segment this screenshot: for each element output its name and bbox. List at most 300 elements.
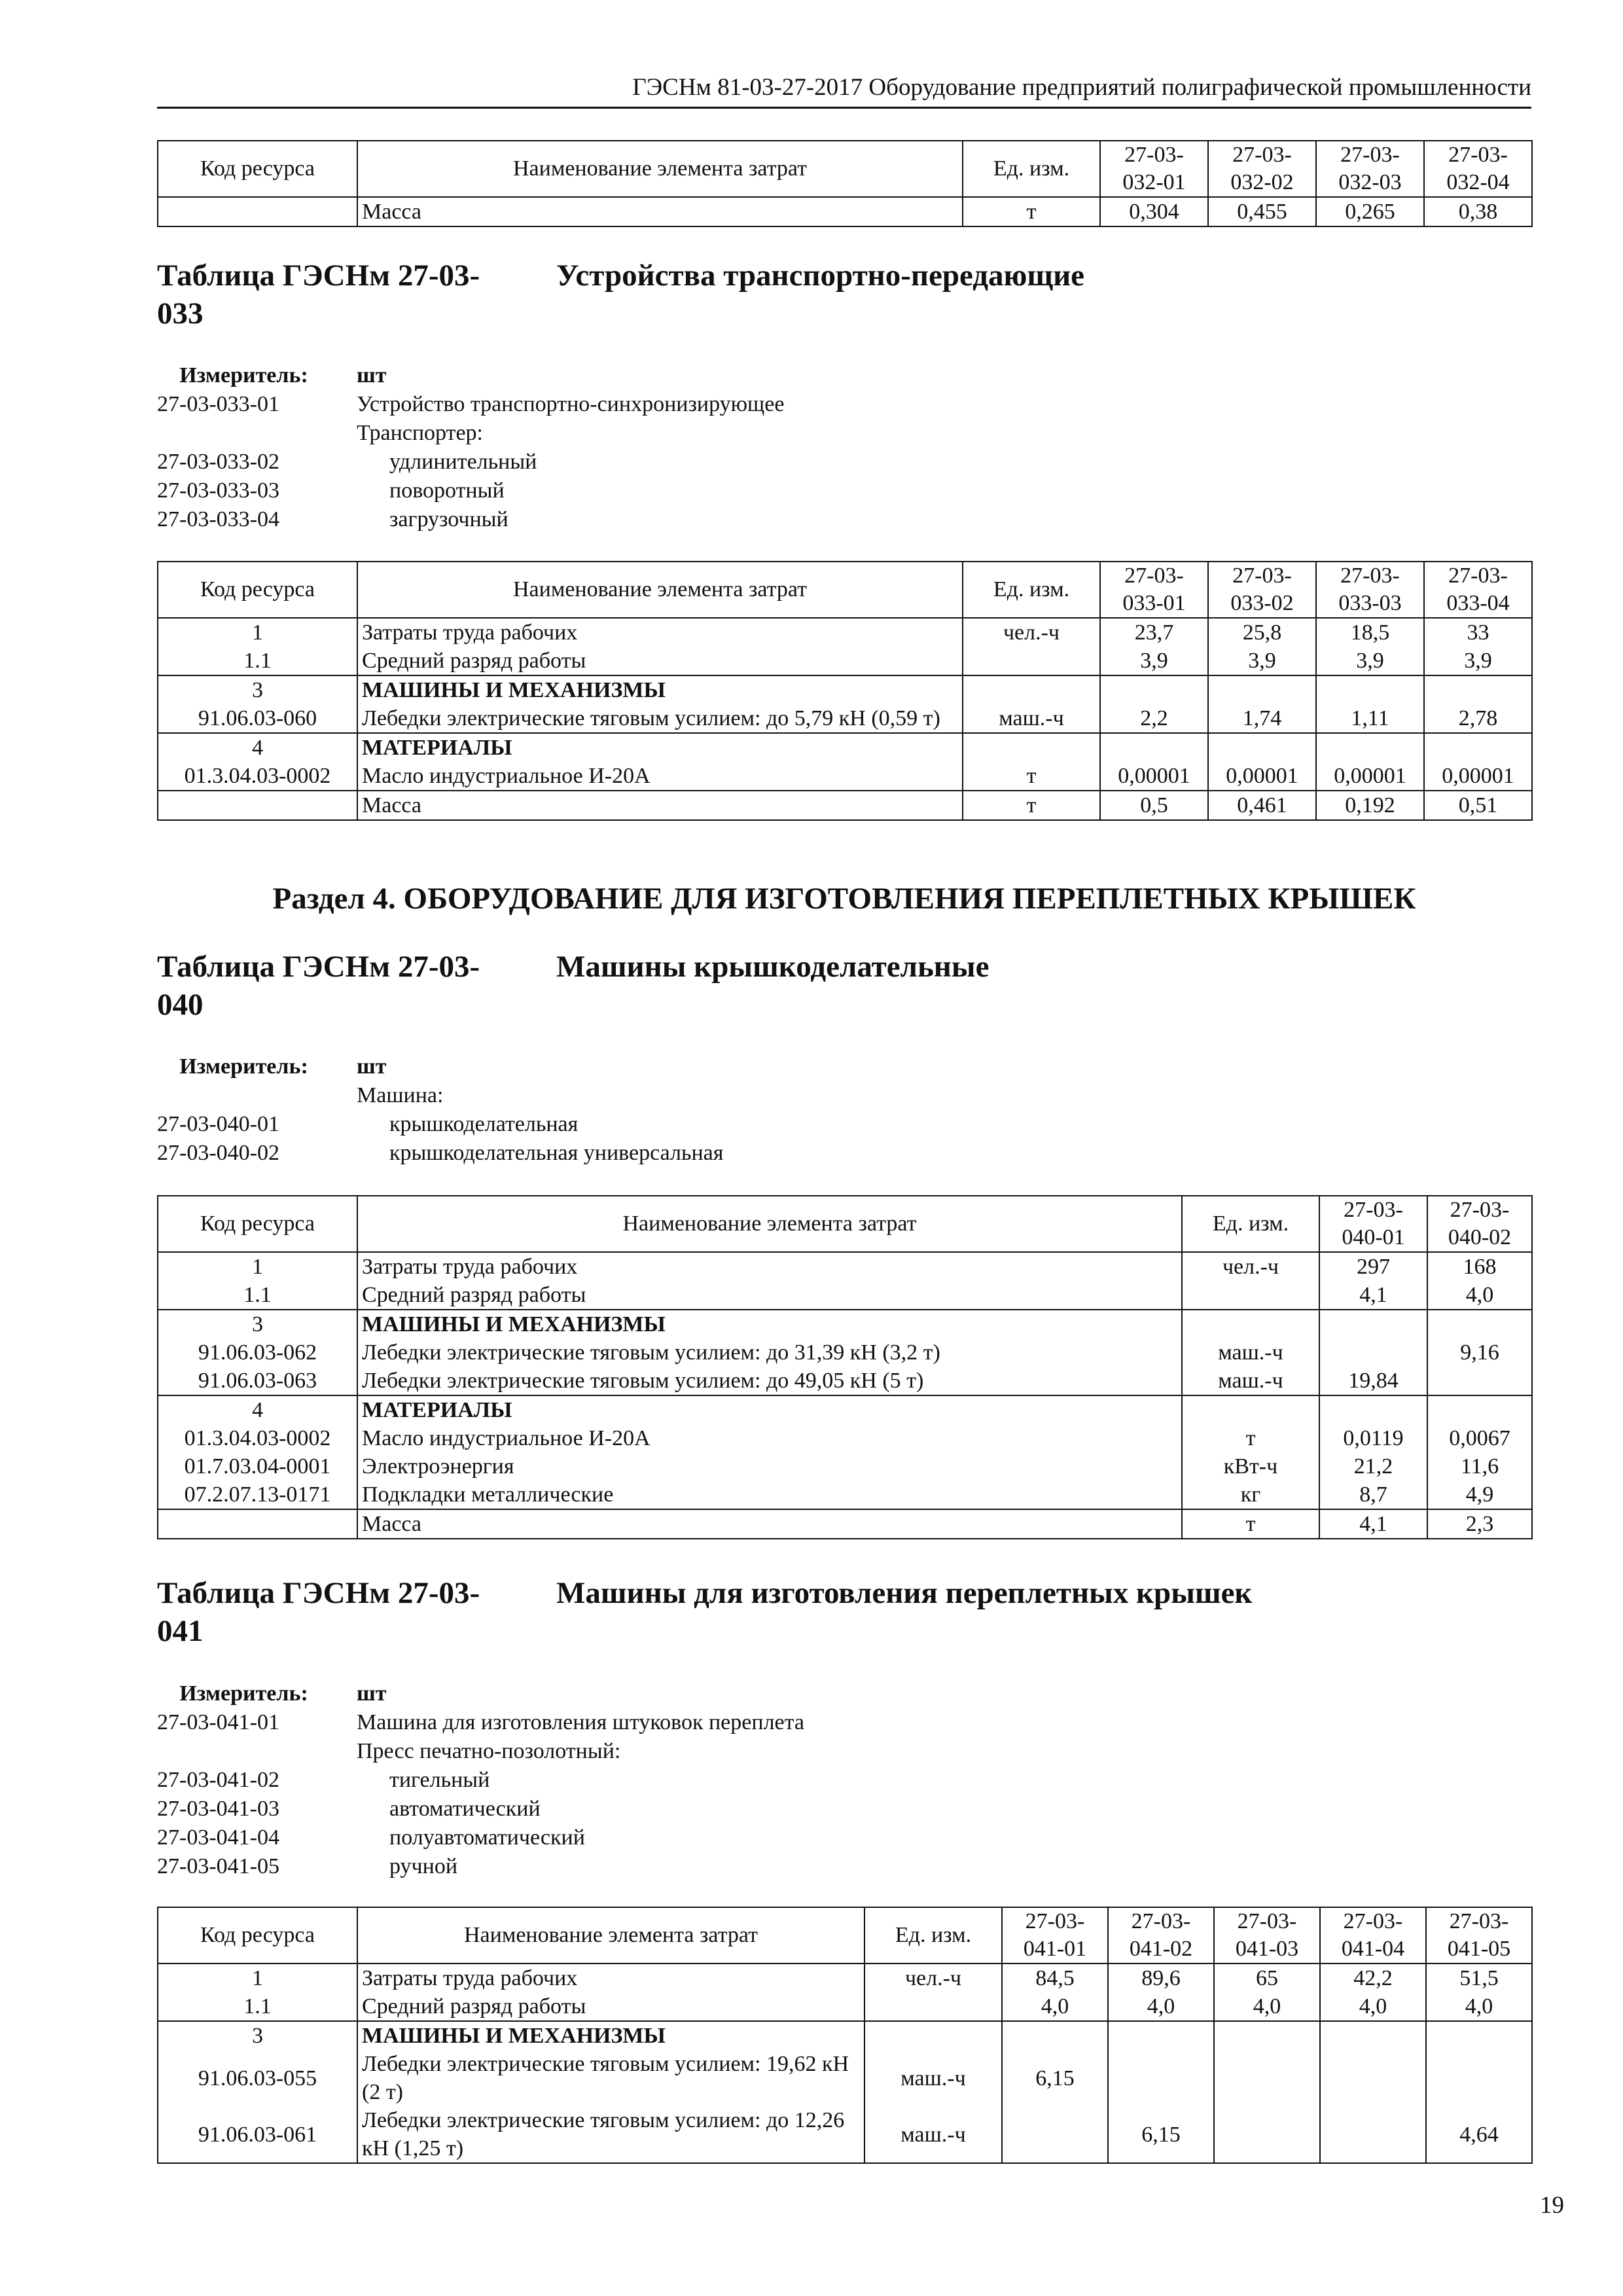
norm-item: [157, 505, 1531, 534]
norm-code-line2: 041-03: [1235, 1937, 1299, 1961]
resource-name: Средний разряд работы: [357, 1992, 865, 2021]
table-row: [158, 1964, 1532, 1992]
norm-value: [1108, 2021, 1214, 2050]
resource-code: 91.06.03-062: [158, 1338, 357, 1367]
resource-name: МАШИНЫ И МЕХАНИЗМЫ: [357, 1310, 1182, 1338]
resource-unit: чел.-ч: [1182, 1252, 1319, 1281]
norm-value: [1424, 675, 1532, 704]
norm-item: [157, 1139, 1531, 1168]
norm-value: [1214, 2106, 1320, 2163]
header-norm-code: [1208, 141, 1316, 197]
header-norm-code: [1424, 141, 1532, 197]
measure-label: Измеритель:: [179, 1681, 308, 1706]
resource-code: 01.3.04.03-0002: [158, 1424, 357, 1452]
table-row: [158, 1252, 1532, 1281]
norm-code-line2: 033-03: [1338, 591, 1402, 615]
table-number: Таблица ГЭСНм 27-03-: [157, 259, 480, 293]
norm-value: [1319, 1338, 1427, 1367]
measure-row: [157, 1679, 1531, 1708]
resource-name: Масса: [357, 1509, 1182, 1539]
resource-unit: [1182, 1281, 1319, 1310]
norm-code-line2: 033-01: [1122, 591, 1186, 615]
norm-value: [1100, 675, 1208, 704]
table-040: [157, 1195, 1533, 1539]
table-row: [158, 1338, 1532, 1367]
header-name: Наименование элемента затрат: [357, 141, 963, 197]
table-name: Машины крышкоделательные: [556, 950, 990, 984]
norm-code-line1: 27-03-: [1450, 1198, 1510, 1222]
resource-name: Масло индустриальное И-20А: [357, 762, 963, 791]
norm-value: 18,5: [1316, 618, 1424, 647]
resource-code: 91.06.03-063: [158, 1367, 357, 1395]
norm-code-line1: 27-03-: [1131, 1909, 1191, 1933]
header-norm-code: [1108, 1907, 1214, 1964]
norm-value: 0,38: [1424, 197, 1532, 226]
resource-code: [158, 791, 357, 820]
table-number-suffix: 033: [157, 296, 204, 331]
header-code: Код ресурса: [158, 1196, 357, 1252]
table-row: [158, 791, 1532, 820]
resource-unit: маш.-ч: [865, 2050, 1002, 2106]
norm-code-line2: 041-05: [1447, 1937, 1511, 1961]
header-name: Наименование элемента затрат: [357, 1196, 1182, 1252]
table-number: Таблица ГЭСНм 27-03-: [157, 1576, 480, 1610]
table-row: [158, 1480, 1532, 1509]
norm-value: 21,2: [1319, 1452, 1427, 1480]
resource-name: Затраты труда рабочих: [357, 618, 963, 647]
norm-item: [157, 448, 1531, 476]
norm-item-text: Устройство транспортно-синхронизирующее: [357, 392, 785, 416]
header-code: Код ресурса: [158, 141, 357, 197]
norm-value: [1208, 675, 1316, 704]
norm-value: [1427, 1395, 1532, 1424]
table-row: [158, 618, 1532, 647]
resource-unit: [1182, 1310, 1319, 1338]
table-row: [158, 675, 1532, 704]
resource-name: МАШИНЫ И МЕХАНИЗМЫ: [357, 2021, 865, 2050]
measure-label: Измеритель:: [179, 363, 308, 387]
norm-code-line1: 27-03-: [1343, 1909, 1403, 1933]
header-row: [158, 141, 1532, 197]
resource-name: МАТЕРИАЛЫ: [357, 1395, 1182, 1424]
norm-value: 4,1: [1319, 1509, 1427, 1539]
resource-unit: т: [963, 197, 1100, 226]
norm-item: [157, 390, 1531, 419]
header-unit: Ед. изм.: [963, 141, 1100, 197]
resource-unit: чел.-ч: [865, 1964, 1002, 1992]
resource-code: 01.7.03.04-0001: [158, 1452, 357, 1480]
norm-value: 4,0: [1320, 1992, 1426, 2021]
header-norm-code: [1319, 1196, 1427, 1252]
norm-value: 3,9: [1424, 647, 1532, 675]
norm-value: 4,64: [1426, 2106, 1532, 2163]
header-row: [158, 1907, 1532, 1964]
norm-value: 2,3: [1427, 1509, 1532, 1539]
resource-unit: [865, 1992, 1002, 2021]
norm-value: 3,9: [1100, 647, 1208, 675]
table-row: [158, 2106, 1532, 2163]
norm-value: 4,0: [1426, 1992, 1532, 2021]
header-norm-code: [1214, 1907, 1320, 1964]
header-code: Код ресурса: [158, 562, 357, 618]
norm-code-line1: 27-03-: [1025, 1909, 1085, 1933]
table-row: [158, 1367, 1532, 1395]
norm-value: [1002, 2021, 1108, 2050]
resource-name: МАШИНЫ И МЕХАНИЗМЫ: [357, 675, 963, 704]
norm-value: 33: [1424, 618, 1532, 647]
norm-item: [157, 419, 1531, 448]
resource-unit: т: [1182, 1509, 1319, 1539]
resource-name: Масса: [357, 791, 963, 820]
resource-code: 1: [158, 1252, 357, 1281]
norm-item: [157, 1795, 1531, 1823]
norm-value: 89,6: [1108, 1964, 1214, 1992]
table-number-suffix: 041: [157, 1614, 204, 1648]
header-row: [158, 1196, 1532, 1252]
norm-value: 0,455: [1208, 197, 1316, 226]
norm-code-line1: 27-03-: [1448, 143, 1508, 167]
resource-name: Средний разряд работы: [357, 647, 963, 675]
norm-value: [1320, 2106, 1426, 2163]
header-norm-code: [1002, 1907, 1108, 1964]
resource-code: 07.2.07.13-0171: [158, 1480, 357, 1509]
norm-item: [157, 1110, 1531, 1139]
resource-code: 91.06.03-061: [158, 2106, 357, 2163]
header-norm-code: [1320, 1907, 1426, 1964]
resource-name: Лебедки электрические тяговым усилием: до 31,39 кН (3,2 т): [357, 1338, 1182, 1367]
norm-item-text: загрузочный: [389, 507, 508, 531]
norm-value: [1424, 733, 1532, 762]
norm-value: [1427, 1310, 1532, 1338]
table-title-041: [157, 1574, 1253, 1650]
norm-code-line2: 041-04: [1341, 1937, 1405, 1961]
norm-code-line1: 27-03-: [1237, 1909, 1297, 1933]
resource-unit: чел.-ч: [963, 618, 1100, 647]
norm-value: 6,15: [1108, 2106, 1214, 2163]
norm-value: 0,461: [1208, 791, 1316, 820]
norm-value: 0,304: [1100, 197, 1208, 226]
norm-value: 1,74: [1208, 704, 1316, 733]
norm-value: 168: [1427, 1252, 1532, 1281]
norm-item-code: 27-03-041-01: [157, 1710, 279, 1734]
norm-code-line2: 033-04: [1446, 591, 1510, 615]
norm-code-line1: 27-03-: [1340, 564, 1400, 588]
resource-unit: маш.-ч: [963, 704, 1100, 733]
norm-item-text: Машина:: [357, 1083, 444, 1107]
norm-value: [1002, 2106, 1108, 2163]
resource-code: [158, 197, 357, 226]
norm-value: [1214, 2050, 1320, 2106]
norm-value: 8,7: [1319, 1480, 1427, 1509]
resource-code: 1.1: [158, 647, 357, 675]
norm-value: 4,9: [1427, 1480, 1532, 1509]
norm-value: [1316, 675, 1424, 704]
resource-name: Затраты труда рабочих: [357, 1964, 865, 1992]
resource-unit: т: [1182, 1424, 1319, 1452]
header-name: Наименование элемента затрат: [357, 562, 963, 618]
norm-item-text: поворотный: [389, 478, 505, 503]
measure-label: Измеритель:: [179, 1054, 308, 1079]
norm-item-code: 27-03-033-03: [157, 478, 279, 503]
norm-value: 2,78: [1424, 704, 1532, 733]
norm-code-line2: 032-01: [1122, 170, 1186, 194]
norm-value: 0,0119: [1319, 1424, 1427, 1452]
resource-code: 91.06.03-055: [158, 2050, 357, 2106]
norm-code-line2: 041-02: [1129, 1937, 1193, 1961]
norm-item-code: 27-03-041-04: [157, 1825, 279, 1850]
table-title-040: [157, 948, 989, 1024]
norm-item: [157, 1852, 1531, 1881]
norm-item-code: 27-03-041-02: [157, 1768, 279, 1792]
table-row: [158, 647, 1532, 675]
norm-value: [1319, 1395, 1427, 1424]
resource-name: Лебедки электрические тяговым усилием: 19,62 кН (2 т): [357, 2050, 865, 2106]
measure-block-041: [157, 1679, 1531, 1881]
norm-code-line1: 27-03-: [1344, 1198, 1403, 1222]
norm-code-line1: 27-03-: [1232, 143, 1292, 167]
resource-code: 3: [158, 1310, 357, 1338]
norm-item-text: крышкоделательная универсальная: [389, 1141, 724, 1165]
resource-code: 1: [158, 618, 357, 647]
header-code: Код ресурса: [158, 1907, 357, 1964]
norm-value: [1426, 2050, 1532, 2106]
norm-value: [1319, 1310, 1427, 1338]
norm-value: 42,2: [1320, 1964, 1426, 1992]
norm-code-line2: 032-03: [1338, 170, 1402, 194]
table-name: Машины для изготовления переплетных крышек: [556, 1576, 1253, 1610]
table-row: [158, 1310, 1532, 1338]
resource-unit: [963, 733, 1100, 762]
norm-value: 11,6: [1427, 1452, 1532, 1480]
header-norm-code: [1316, 141, 1424, 197]
norm-item-text: полуавтоматический: [389, 1825, 585, 1850]
norm-code-line1: 27-03-: [1232, 564, 1292, 588]
norm-value: 4,1: [1319, 1281, 1427, 1310]
resource-code: 4: [158, 1395, 357, 1424]
norm-item-code: 27-03-033-02: [157, 450, 279, 474]
norm-item-text: ручной: [389, 1854, 458, 1878]
norm-item-code: 27-03-033-01: [157, 392, 279, 416]
resource-unit: [963, 675, 1100, 704]
resource-unit: маш.-ч: [1182, 1367, 1319, 1395]
norm-value: 84,5: [1002, 1964, 1108, 1992]
norm-value: [1214, 2021, 1320, 2050]
norm-value: 23,7: [1100, 618, 1208, 647]
header-unit: Ед. изм.: [1182, 1196, 1319, 1252]
norm-item: [157, 1081, 1531, 1110]
norm-code-line1: 27-03-: [1340, 143, 1400, 167]
measure-unit: шт: [357, 1681, 387, 1706]
norm-item-text: автоматический: [389, 1797, 541, 1821]
norm-item-code: 27-03-041-03: [157, 1797, 279, 1821]
measure-unit: шт: [357, 1054, 387, 1079]
resource-unit: [1182, 1395, 1319, 1424]
norm-item: [157, 476, 1531, 505]
resource-unit: маш.-ч: [1182, 1338, 1319, 1367]
table-row: [158, 762, 1532, 791]
table-row: [158, 1992, 1532, 2021]
resource-unit: т: [963, 791, 1100, 820]
table-row: [158, 197, 1532, 226]
norm-value: 51,5: [1426, 1964, 1532, 1992]
norm-item-code: 27-03-040-02: [157, 1141, 279, 1165]
norm-value: 19,84: [1319, 1367, 1427, 1395]
measure-row: [157, 1052, 1531, 1081]
norm-value: [1208, 733, 1316, 762]
norm-item-text: Транспортер:: [357, 421, 483, 445]
resource-unit: кВт-ч: [1182, 1452, 1319, 1480]
norm-value: [1320, 2021, 1426, 2050]
resource-unit: маш.-ч: [865, 2106, 1002, 2163]
table-row: [158, 1509, 1532, 1539]
table-032-continuation: [157, 140, 1533, 227]
norm-value: 0,265: [1316, 197, 1424, 226]
table-row: [158, 2021, 1532, 2050]
resource-code: 91.06.03-060: [158, 704, 357, 733]
table-number-suffix: 040: [157, 988, 204, 1022]
resource-name: Лебедки электрические тяговым усилием: до 5,79 кН (0,59 т): [357, 704, 963, 733]
norm-value: 0,5: [1100, 791, 1208, 820]
norm-value: 6,15: [1002, 2050, 1108, 2106]
table-name: Устройства транспортно-передающие: [556, 259, 1085, 293]
norm-value: 0,51: [1424, 791, 1532, 820]
norm-code-line1: 27-03-: [1124, 143, 1184, 167]
resource-name: Подкладки металлические: [357, 1480, 1182, 1509]
norm-code-line1: 27-03-: [1448, 564, 1508, 588]
resource-code: 3: [158, 675, 357, 704]
norm-item-text: крышкоделательная: [389, 1112, 579, 1136]
norm-code-line2: 032-02: [1230, 170, 1294, 194]
norm-value: 4,0: [1002, 1992, 1108, 2021]
norm-item-code: 27-03-041-05: [157, 1854, 279, 1878]
norm-value: 3,9: [1316, 647, 1424, 675]
norm-value: [1320, 2050, 1426, 2106]
header-norm-code: [1316, 562, 1424, 618]
resource-name: Затраты труда рабочих: [357, 1252, 1182, 1281]
table-title-033: [157, 257, 1084, 332]
resource-code: 3: [158, 2021, 357, 2050]
resource-name: Лебедки электрические тяговым усилием: до 49,05 кН (5 т): [357, 1367, 1182, 1395]
norm-code-line2: 032-04: [1446, 170, 1510, 194]
resource-name: Масло индустриальное И-20А: [357, 1424, 1182, 1452]
resource-name: МАТЕРИАЛЫ: [357, 733, 963, 762]
norm-item-code: [157, 1081, 357, 1110]
resource-unit: [963, 647, 1100, 675]
page-number: 19: [1540, 2192, 1564, 2219]
resource-name: Масса: [357, 197, 963, 226]
norm-value: 0,0067: [1427, 1424, 1532, 1452]
table-row: [158, 704, 1532, 733]
norm-value: 0,00001: [1208, 762, 1316, 791]
table-number: Таблица ГЭСНм 27-03-: [157, 950, 480, 984]
norm-value: 25,8: [1208, 618, 1316, 647]
norm-value: [1426, 2021, 1532, 2050]
norm-value: 4,0: [1108, 1992, 1214, 2021]
header-norm-code: [1208, 562, 1316, 618]
table-row: [158, 1395, 1532, 1424]
table-row: [158, 1281, 1532, 1310]
norm-code-line1: 27-03-: [1124, 564, 1184, 588]
section-heading: Раздел 4. ОБОРУДОВАНИЕ ДЛЯ ИЗГОТОВЛЕНИЯ ПЕРЕПЛЕТНЫХ КРЫШЕК: [272, 882, 1416, 916]
resource-unit: [865, 2021, 1002, 2050]
header-norm-code: [1426, 1907, 1532, 1964]
table-row: [158, 1452, 1532, 1480]
norm-item-text: тигельный: [389, 1768, 490, 1792]
norm-item-code: [157, 1737, 357, 1766]
norm-item: [157, 1766, 1531, 1795]
norm-value: 2,2: [1100, 704, 1208, 733]
header-name: Наименование элемента затрат: [357, 1907, 865, 1964]
norm-item-code: 27-03-040-01: [157, 1112, 279, 1136]
measure-block-040: [157, 1052, 1531, 1168]
resource-code: 01.3.04.03-0002: [158, 762, 357, 791]
resource-unit: кг: [1182, 1480, 1319, 1509]
resource-name: Электроэнергия: [357, 1452, 1182, 1480]
norm-value: 297: [1319, 1252, 1427, 1281]
norm-value: 65: [1214, 1964, 1320, 1992]
norm-value: 4,0: [1214, 1992, 1320, 2021]
measure-block-033: [157, 361, 1531, 534]
norm-item-text: Машина для изготовления штуковок переплета: [357, 1710, 804, 1734]
table-041: [157, 1907, 1533, 2164]
norm-value: [1108, 2050, 1214, 2106]
norm-value: 0,00001: [1424, 762, 1532, 791]
header-row: [158, 562, 1532, 618]
norm-item: [157, 1708, 1531, 1737]
norm-value: 0,00001: [1316, 762, 1424, 791]
norm-value: [1427, 1367, 1532, 1395]
norm-value: 0,192: [1316, 791, 1424, 820]
resource-name: Лебедки электрические тяговым усилием: до 12,26 кН (1,25 т): [357, 2106, 865, 2163]
header-norm-code: [1100, 562, 1208, 618]
header-unit: Ед. изм.: [963, 562, 1100, 618]
norm-value: 4,0: [1427, 1281, 1532, 1310]
norm-value: 3,9: [1208, 647, 1316, 675]
norm-value: 0,00001: [1100, 762, 1208, 791]
resource-code: 1.1: [158, 1281, 357, 1310]
norm-item-code: 27-03-033-04: [157, 507, 279, 531]
resource-name: Средний разряд работы: [357, 1281, 1182, 1310]
table-row: [158, 2050, 1532, 2106]
table-row: [158, 1424, 1532, 1452]
header-norm-code: [1427, 1196, 1532, 1252]
norm-item-text: Пресс печатно-позолотный:: [357, 1739, 621, 1763]
resource-code: 1: [158, 1964, 357, 1992]
resource-code: [158, 1509, 357, 1539]
resource-code: 1.1: [158, 1992, 357, 2021]
norm-code-line1: 27-03-: [1449, 1909, 1509, 1933]
norm-code-line2: 040-02: [1448, 1225, 1512, 1249]
norm-value: 1,11: [1316, 704, 1424, 733]
table-row: [158, 733, 1532, 762]
norm-item: [157, 1737, 1531, 1766]
norm-item-code: [157, 419, 357, 448]
measure-unit: шт: [357, 363, 387, 387]
header-norm-code: [1100, 141, 1208, 197]
norm-value: [1100, 733, 1208, 762]
header-norm-code: [1424, 562, 1532, 618]
norm-value: 9,16: [1427, 1338, 1532, 1367]
norm-code-line2: 040-01: [1342, 1225, 1405, 1249]
table-033: [157, 561, 1533, 821]
norm-value: [1316, 733, 1424, 762]
header-unit: Ед. изм.: [865, 1907, 1002, 1964]
norm-item-text: удлинительный: [389, 450, 537, 474]
norm-item: [157, 1823, 1531, 1852]
running-header: ГЭСНм 81-03-27-2017 Оборудование предприятий полиграфической промышленности: [157, 73, 1531, 109]
norm-code-line2: 041-01: [1023, 1937, 1087, 1961]
norm-code-line2: 033-02: [1230, 591, 1294, 615]
